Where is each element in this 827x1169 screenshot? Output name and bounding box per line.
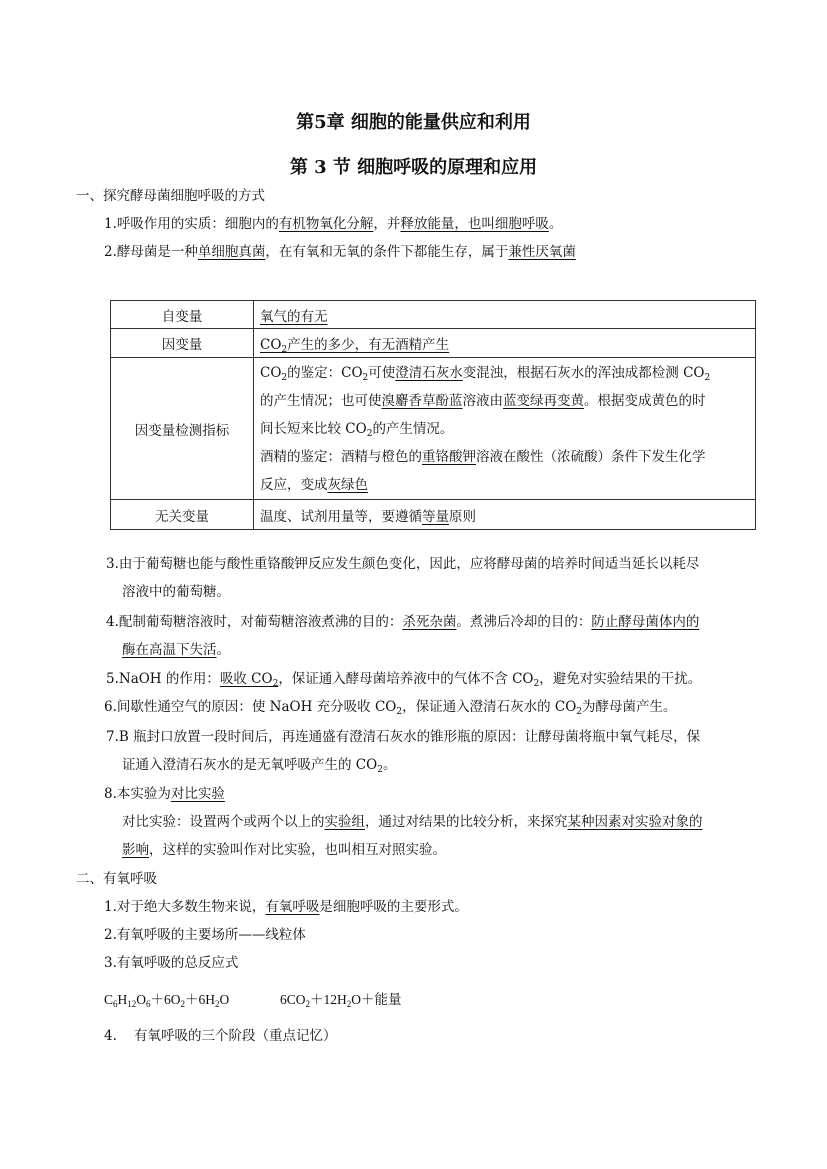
table-row <box>111 301 756 329</box>
chapter-title: 第5章 细胞的能量供应和利用 <box>296 112 531 133</box>
equation-products: $6CO_2+12H_2O+$能量 <box>280 992 402 1009</box>
section-title: 第 3 节 细胞呼吸的原理和应用 <box>289 157 538 178</box>
part2-item3: 3.有氧呼吸的总反应式 <box>104 955 239 971</box>
part1-item4-line2: 酶在高温下失活。 <box>122 642 230 658</box>
table-row <box>111 329 756 358</box>
part1-item3-line1: 3.由于葡萄糖也能与酸性重铬酸钾反应发生颜色变化，因此，应将酵母菌的培养时间适当延长以耗尽 <box>106 556 700 572</box>
contrast-line1: 对比实验：设置两个或两个以上的实验组，通过对结果的比较分析，来探究某种因素对实验对象的 <box>122 814 703 830</box>
table-key: 因变量 <box>111 329 254 358</box>
part1-item2: 2.酵母菌是一种单细胞真菌，在有氧和无氧的条件下都能生存，属于兼性厌氧菌 <box>104 244 576 260</box>
table-key: 因变量检测指标 <box>111 358 254 500</box>
part2-item4: 4. 有氧呼吸的三个阶段（重点记忆） <box>104 1028 337 1044</box>
part1-item8: 8.本实验为对比实验 <box>104 786 225 802</box>
table-value: $CO_2$的鉴定：$CO_2$可使澄清石灰水变混浊，根据石灰水的浑浊成都检测 $CO_2$ 的产生情况；也可使溴麝香草酚蓝溶液由蓝变绿再变黄。根据变成黄色的时 间长短来比较 $CO_2$的产生情况。 酒精的鉴定：酒精与橙色的重铬酸钾溶液在酸性（浓硫酸）条件下发生化学 反应，变成灰绿色 <box>254 358 756 500</box>
part1-item4-line1: 4.配制葡萄糖溶液时，对葡萄糖溶液煮沸的目的：杀死杂菌。煮沸后冷却的目的：防止酵母菌体内的 <box>106 614 700 630</box>
part2-item1: 1.对于绝大多数生物来说，有氧呼吸是细胞呼吸的主要形式。 <box>104 899 468 915</box>
contrast-line2: 影响，这样的实验叫作对比实验，也叫相互对照实验。 <box>122 842 446 858</box>
part2-heading: 二、有氧呼吸 <box>76 871 157 887</box>
table-key: 无关变量 <box>111 500 254 530</box>
part1-heading: 一、探究酵母菌细胞呼吸的方式 <box>76 188 265 204</box>
part1-item7-line2: 证通入澄清石灰水的是无氧呼吸产生的 $CO_2$。 <box>122 757 397 775</box>
table-row <box>111 358 756 500</box>
table-value: $CO_2$产生的多少，有无酒精产生 <box>254 329 756 358</box>
variables-table <box>110 300 756 530</box>
part1-item5: 5.NaOH 的作用：吸收 $CO_2$，保证通入酵母菌培养液中的气体不含 $CO_2$，避免对实验结果的干扰。 <box>106 671 702 689</box>
table-value: 氧气的有无 <box>254 301 756 329</box>
table-key: 自变量 <box>111 301 254 329</box>
equation-reactants: $C_6H_{12}O_6+6O_2+6H_2O$ <box>104 992 230 1009</box>
table-value: 温度、试剂用量等，要遵循等量原则 <box>254 500 756 530</box>
part2-item2: 2.有氧呼吸的主要场所——线粒体 <box>104 927 306 943</box>
table-row <box>111 500 756 530</box>
part1-item6: 6.间歇性通空气的原因：使 NaOH 充分吸收 $CO_2$，保证通入澄清石灰水的 $CO_2$为酵母菌产生。 <box>104 699 677 717</box>
part1-item3-line2: 溶液中的葡萄糖。 <box>122 584 230 600</box>
part1-item1: 1.呼吸作用的实质：细胞内的有机物氧化分解，并释放能量，也叫细胞呼吸。 <box>104 216 563 232</box>
part1-item7-line1: 7.B 瓶封口放置一段时间后，再连通盛有澄清石灰水的锥形瓶的原因：让酵母菌将瓶中氧气耗尽，保 <box>106 729 701 745</box>
